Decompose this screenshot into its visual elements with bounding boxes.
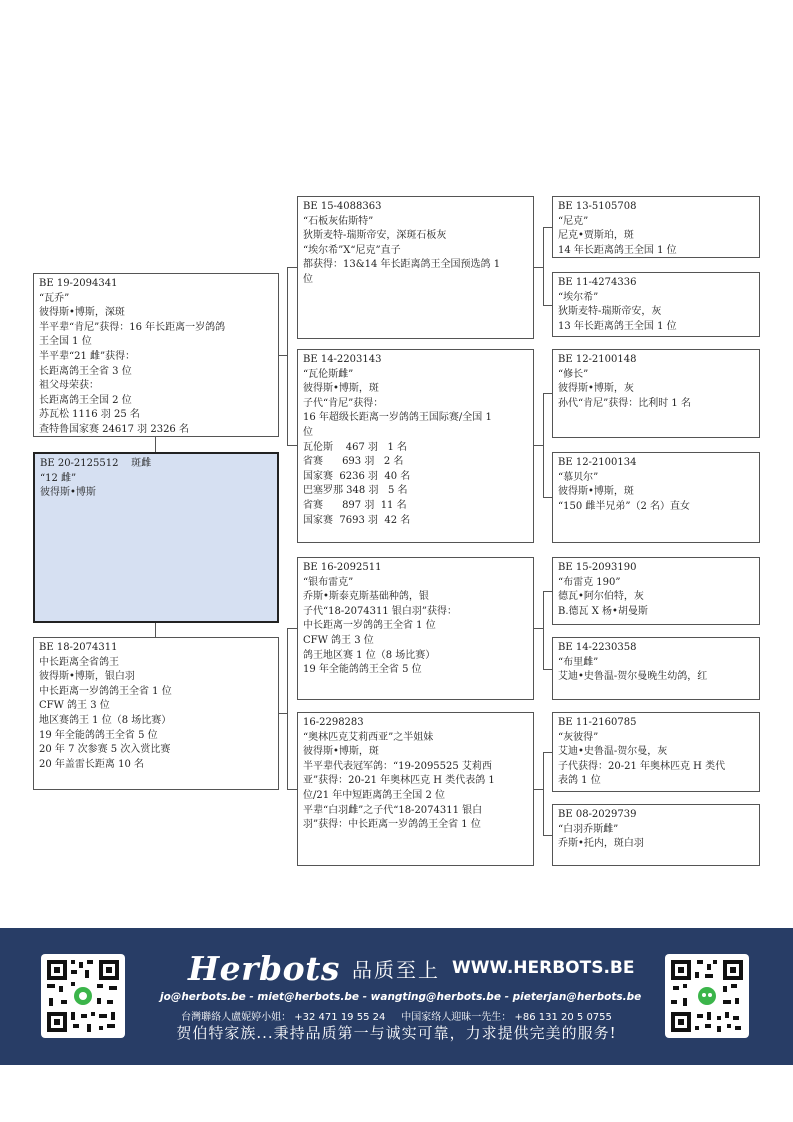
pedigree-line: 都获得：13&14 年长距离鸽王全国预选鸽 1 <box>303 259 501 271</box>
pedigree-line: 子代“肯尼”获得： <box>303 397 384 409</box>
pedigree-line: 14 年长距离鸽王全国 1 位 <box>558 244 677 256</box>
pedigree-line: 彼得斯•博斯，斑 <box>303 746 379 758</box>
contact-label: 台灣聯絡人盧妮婷小姐： <box>181 1012 292 1023</box>
great-grandparent-box-6 <box>552 637 760 700</box>
pedigree-line: 国家赛 6236 羽 40 名 <box>303 470 411 482</box>
great-grandparent-box-3 <box>552 349 760 438</box>
pedigree-line: 位 <box>303 426 313 438</box>
pedigree-line: 位/21 年中短距离鸽王全国 2 位 <box>303 789 445 801</box>
contact-phone[interactable]: +86 131 20 5 0755 <box>514 1012 612 1023</box>
motto: 贺伯特家族...秉持品质第一与诚实可靠，力求提供完美的服务! <box>176 1024 617 1042</box>
pedigree-line: 祖父母荣获： <box>39 380 99 392</box>
pedigree-line: “修长” <box>558 368 589 380</box>
great-grandparent-box-4 <box>552 452 760 543</box>
pedigree-line: 表鸽 1 位 <box>558 775 601 787</box>
pedigree-line: 省赛 897 羽 11 名 <box>303 499 407 511</box>
email-list <box>160 991 642 1003</box>
pedigree-line: 半平辈代表冠军鸽：“19-2095525 艾莉西 <box>303 760 492 772</box>
pedigree-line: 查特鲁国家赛 24617 羽 2326 名 <box>39 423 189 435</box>
pedigree-line: BE 14-2203143 <box>303 354 382 365</box>
pedigree-line: 孙代“肯尼”获得：比利时 1 名 <box>558 397 691 409</box>
connector-subject-sire <box>155 437 156 452</box>
grandparent-box-2 <box>297 349 534 543</box>
pedigree-line: BE 13-5105708 <box>558 201 637 212</box>
pedigree-line: 13 年长距离鸽王全国 1 位 <box>558 320 677 332</box>
pedigree-line: “石板灰佑斯特” <box>303 215 374 227</box>
website-link[interactable]: WWW.HERBOTS.BE <box>451 958 635 978</box>
email-separator: - <box>249 991 254 1003</box>
connector-sire-out <box>279 355 287 356</box>
connector-sire-gp2 <box>287 445 297 446</box>
pedigree-line: BE 18-2074311 <box>39 642 118 653</box>
pedigree-line: 中长距离全省鸽王 <box>39 656 119 668</box>
pedigree-line: “150 雌半兄弟”（2 名）直女 <box>558 500 691 512</box>
connector-sire-gp1 <box>287 267 297 268</box>
connector-gp4-trunk <box>543 752 544 835</box>
pedigree-line: 19 年全能鸽鸽王全省 5 位 <box>39 729 158 741</box>
pedigree-line: 彼得斯•博斯，斑 <box>303 383 379 395</box>
pedigree-line: 狄斯麦特-瑞斯帝安，深斑石板灰 <box>303 230 447 242</box>
connector-sire-trunk <box>287 267 288 445</box>
grandparent-box-4 <box>297 712 534 866</box>
pedigree-line: BE 12-2100134 <box>558 457 637 468</box>
footer-banner <box>0 928 793 1065</box>
pedigree-line: 羽”获得：中长距离一岁鸽鸽王全省 1 位 <box>303 819 481 831</box>
brand-slogan: 品质至上 <box>351 957 440 982</box>
pedigree-line: BE 15-4088363 <box>303 201 382 212</box>
connector-gp3-ggp5 <box>543 591 552 592</box>
dam-box <box>33 637 279 790</box>
pedigree-line: 中长距离一岁鸽鸽王全省 1 位 <box>303 620 436 632</box>
connector-gp1-ggp2 <box>543 305 552 306</box>
pedigree-line: BE 12-2100148 <box>558 354 637 365</box>
pedigree-line: 瓦伦斯 467 羽 1 名 <box>303 441 408 453</box>
connector-gp1-trunk <box>543 227 544 305</box>
grandparent-box-3 <box>297 557 534 700</box>
pedigree-line: 平辈“白羽雌”之子代“18-2074311 银白 <box>303 804 483 816</box>
pedigree-line: “瓦伦斯雌” <box>303 368 354 380</box>
pedigree-line: 巴塞罗那 348 羽 5 名 <box>303 485 408 497</box>
pedigree-line: 中长距离一岁鸽鸽王全省 1 位 <box>39 685 172 697</box>
great-grandparent-box-8 <box>552 804 760 866</box>
qr-code-left[interactable] <box>41 954 125 1038</box>
connector-gp3-ggp6 <box>543 669 552 670</box>
pedigree-line: “埃尔希”X“尼克”直子 <box>303 244 401 256</box>
pedigree-line: BE 16-2092511 <box>303 562 382 573</box>
connector-gp2-trunk <box>543 393 544 497</box>
pedigree-line: “布里雌” <box>558 656 599 668</box>
connector-dam-trunk <box>287 628 288 789</box>
pedigree-line: CFW 鸽王 3 位 <box>303 634 374 646</box>
pedigree-line: 乔斯•斯泰克斯基础种鸽，银 <box>303 591 429 603</box>
pedigree-line: 子代“18-2074311 银白羽”获得： <box>303 605 458 617</box>
subject-box <box>33 452 279 623</box>
great-grandparent-box-2 <box>552 272 760 337</box>
email-link[interactable]: jo@herbots.be <box>160 991 246 1003</box>
great-grandparent-box-1 <box>552 196 760 258</box>
pedigree-line: “尼克” <box>558 215 589 227</box>
pedigree-line: “布雷克 190” <box>558 576 621 588</box>
contact-phones <box>140 1008 653 1023</box>
email-link[interactable]: wangting@herbots.be <box>370 991 501 1003</box>
pedigree-line: 半平辈“21 雌”获得： <box>39 350 136 362</box>
pedigree-line: 艾迪•史鲁温-贺尔曼，灰 <box>558 746 668 758</box>
connector-subject-dam <box>155 623 156 637</box>
pedigree-line: “白羽乔斯雌” <box>558 823 619 835</box>
pedigree-line: 乔斯•托内，斑白羽 <box>558 838 644 850</box>
pedigree-line: 尼克•贾斯珀，斑 <box>558 230 634 242</box>
great-grandparent-box-5 <box>552 557 760 625</box>
pedigree-line: 苏瓦松 1116 羽 25 名 <box>39 409 140 421</box>
connector-gp2-out <box>534 445 543 446</box>
pedigree-line: 位 <box>303 273 313 285</box>
pedigree-line: B.德瓦 X 杨•胡曼斯 <box>558 605 648 617</box>
pedigree-line: 19 年全能鸽鸽王全省 5 位 <box>303 664 422 676</box>
pedigree-line: 彼得斯•博斯，斑 <box>558 486 634 498</box>
connector-dam-gp3 <box>287 628 297 629</box>
brand-row <box>188 948 635 988</box>
pedigree-line: 彼得斯•博斯，深斑 <box>39 307 125 319</box>
pedigree-line: 16 年超级长距离一岁鸽鸽王国际赛/全国 1 <box>303 412 492 424</box>
connector-gp4-ggp8 <box>543 835 552 836</box>
connector-gp4-out <box>534 789 543 790</box>
pedigree-line: BE 20-2125512 斑雌 <box>40 458 152 469</box>
pedigree-line: 狄斯麦特-瑞斯帝安，灰 <box>558 306 662 318</box>
pedigree-line: 16-2298283 <box>303 717 364 728</box>
email-link[interactable]: pieterjan@herbots.be <box>512 991 642 1003</box>
pedigree-line: BE 15-2093190 <box>558 562 637 573</box>
connector-gp3-out <box>534 628 543 629</box>
pedigree-line: 20 年盖雷长距离 10 名 <box>39 758 144 770</box>
pedigree-line: 20 年 7 次参赛 5 次入赏比赛 <box>39 744 171 756</box>
pedigree-line: 半平辈“肯尼”获得：16 年长距离一岁鸽鸽 <box>39 321 226 333</box>
sire-box <box>33 273 279 437</box>
pedigree-line: “埃尔希” <box>558 291 599 303</box>
pedigree-line: 艾迪•史鲁温-贺尔曼晚生幼鸽，红 <box>558 671 708 683</box>
email-link[interactable]: miet@herbots.be <box>257 991 359 1003</box>
pedigree-line: CFW 鸽王 3 位 <box>39 700 110 712</box>
grandparent-box-1 <box>297 196 534 339</box>
pedigree-line: 鸽王地区赛 1 位（8 场比赛） <box>303 649 436 661</box>
great-grandparent-box-7 <box>552 712 760 792</box>
pedigree-line: 国家赛 7693 羽 42 名 <box>303 514 411 526</box>
pedigree-line: 子代获得：20-21 年奥林匹克 H 类代 <box>558 760 726 772</box>
connector-gp3-trunk <box>543 591 544 669</box>
pedigree-line: 亚”获得：20-21 年奥林匹克 H 类代表鸽 1 <box>303 775 495 787</box>
pedigree-line: 彼得斯•博斯，灰 <box>558 383 634 395</box>
pedigree-line: 彼得斯•博斯 <box>40 487 96 499</box>
pedigree-line: 德瓦•阿尔伯特，灰 <box>558 591 644 603</box>
pedigree-line: BE 14-2230358 <box>558 642 637 653</box>
pedigree-line: 长距离鸽王全国 2 位 <box>39 394 132 406</box>
pedigree-line: BE 08-2029739 <box>558 809 637 820</box>
contact-label: 中国家络人迎昧一先生： <box>401 1012 512 1023</box>
connector-gp2-ggp4 <box>543 497 552 498</box>
pedigree-line: BE 11-4274336 <box>558 277 637 288</box>
connector-gp1-ggp1 <box>543 227 552 228</box>
pedigree-line: 王全国 1 位 <box>39 336 92 348</box>
pedigree-line: “灰彼得” <box>558 731 599 743</box>
connector-gp1-out <box>534 267 543 268</box>
email-separator: - <box>362 991 367 1003</box>
pedigree-line: 地区赛鸽王 1 位（8 场比赛） <box>39 714 172 726</box>
pedigree-line: “12 雌” <box>40 472 77 484</box>
pedigree-line: “银布雷克” <box>303 576 354 588</box>
contact-phone[interactable]: +32 471 19 55 24 <box>294 1012 386 1023</box>
pedigree-line: 省赛 693 羽 2 名 <box>303 456 404 468</box>
connector-gp4-ggp7 <box>543 752 552 753</box>
email-separator: - <box>504 991 509 1003</box>
pedigree-line: BE 19-2094341 <box>39 278 118 289</box>
connector-dam-gp4 <box>287 789 297 790</box>
pedigree-line: BE 11-2160785 <box>558 717 637 728</box>
pedigree-line: “慕贝尔” <box>558 471 599 483</box>
connector-gp2-ggp3 <box>543 393 552 394</box>
pedigree-line: “奥林匹克艾莉西亚”之半姐妹 <box>303 731 434 743</box>
pedigree-line: 彼得斯•博斯，银白羽 <box>39 671 135 683</box>
brand-logo: Herbots <box>188 948 340 988</box>
pedigree-line: “瓦乔” <box>39 292 70 304</box>
pedigree-line: 长距离鸽王全省 3 位 <box>39 365 132 377</box>
connector-dam-out <box>279 713 287 714</box>
qr-code-right[interactable] <box>665 954 749 1038</box>
